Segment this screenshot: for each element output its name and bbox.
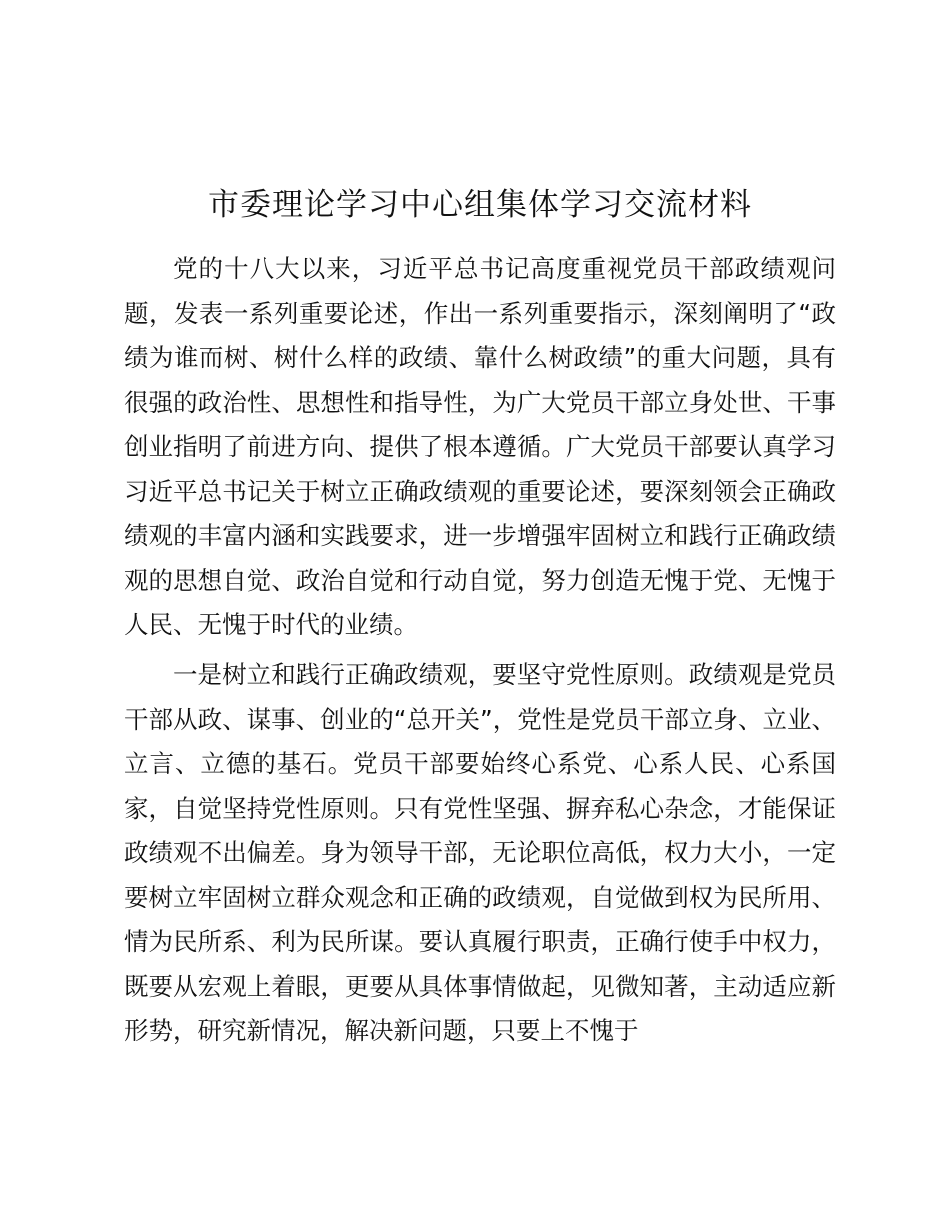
paragraph-intro: 党的十八大以来，习近平总书记高度重视党员干部政绩观问题，发表一系列重要论述，作出一系列重要指示，深刻阐明了“政绩为谁而树、树什么样的政绩、靠什么树政绩”的重大问题，具有很强的政治性、思想性和指导性，为广大党员干部立身处世、干事创业指明了前进方向、提供了根本遵循。广大党员干部要认真学习习近平总书记关于树立正确政绩观的重要论述，要深刻领会正确政绩观的丰富内涵和实践要求，进一步增强牢固树立和践行正确政绩观的思想自觉、政治自觉和行动自觉，努力创造无愧于党、无愧于人民、无愧于时代的业绩。 <box>124 254 836 639</box>
paragraph-party-spirit: 一是树立和践行正确政绩观，要坚守党性原则。政绩观是党员干部从政、谋事、创业的“总开关”，党性是党员干部立身、立业、立言、立德的基石。党员干部要始终心系党、心系人民、心系国家，自觉坚持党性原则。只有党性坚强、摒弃私心杂念，才能保证政绩观不出偏差。身为领导干部，无论职位高低，权力大小，一定要树立牢固树立群众观念和正确的政绩观，自觉做到权为民所用、情为民所系、利为民所谋。要认真履行职责，正确行使手中权力，既要从宏观上着眼，更要从具体事情做起，见微知著，主动适应新形势，研究新情况，解决新问题，只要上不愧于 <box>124 660 836 1045</box>
document-title: 市委理论学习中心组集体学习交流材料 <box>208 187 752 223</box>
